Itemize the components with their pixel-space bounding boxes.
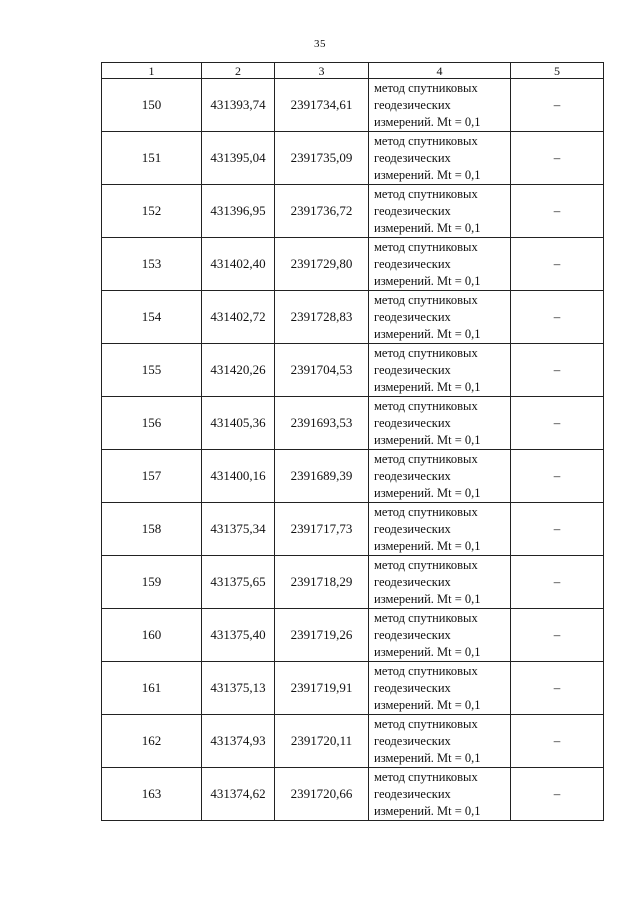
method-cell <box>369 397 511 450</box>
method-line: геодезических <box>374 150 451 165</box>
method-line: геодезических <box>374 203 451 218</box>
x-coordinate-cell: 431375,40 <box>202 609 275 662</box>
point-number-cell: 161 <box>102 662 202 715</box>
table-row <box>102 397 604 450</box>
y-coordinate-cell: 2391689,39 <box>275 450 369 503</box>
method-line: измерений. Mt = 0,1 <box>374 273 481 288</box>
method-line: измерений. Mt = 0,1 <box>374 750 481 765</box>
note-dash: – <box>553 786 561 801</box>
method-cell <box>369 132 511 185</box>
y-coordinate-cell: 2391719,91 <box>275 662 369 715</box>
method-line: метод спутниковых <box>374 292 478 307</box>
method-line: геодезических <box>374 733 451 748</box>
x-coordinate-cell: 431374,62 <box>202 768 275 821</box>
note-dash: – <box>553 256 561 271</box>
method-line: геодезических <box>374 415 451 430</box>
method-line: геодезических <box>374 680 451 695</box>
x-coordinate-cell: 431374,93 <box>202 715 275 768</box>
note-cell <box>511 238 604 291</box>
note-cell <box>511 609 604 662</box>
point-number-cell: 158 <box>102 503 202 556</box>
point-number-cell: 154 <box>102 291 202 344</box>
method-line: геодезических <box>374 256 451 271</box>
method-cell <box>369 291 511 344</box>
note-cell <box>511 185 604 238</box>
method-line: метод спутниковых <box>374 663 478 678</box>
x-coordinate-cell: 431393,74 <box>202 79 275 132</box>
method-cell <box>369 609 511 662</box>
table-header <box>102 63 604 79</box>
header-row <box>102 63 604 79</box>
method-cell <box>369 662 511 715</box>
point-number-cell: 151 <box>102 132 202 185</box>
method-line: метод спутниковых <box>374 769 478 784</box>
table-row <box>102 556 604 609</box>
method-line: метод спутниковых <box>374 398 478 413</box>
note-dash: – <box>553 733 561 748</box>
note-cell <box>511 450 604 503</box>
method-line: измерений. Mt = 0,1 <box>374 326 481 341</box>
method-cell <box>369 715 511 768</box>
method-line: метод спутниковых <box>374 557 478 572</box>
method-line: метод спутниковых <box>374 504 478 519</box>
method-line: измерений. Mt = 0,1 <box>374 114 481 129</box>
table-row <box>102 185 604 238</box>
method-cell <box>369 503 511 556</box>
header-col-4: 4 <box>369 63 511 79</box>
note-dash: – <box>553 415 561 430</box>
table-row <box>102 715 604 768</box>
y-coordinate-cell: 2391736,72 <box>275 185 369 238</box>
x-coordinate-cell: 431420,26 <box>202 344 275 397</box>
header-col-2: 2 <box>202 63 275 79</box>
note-cell <box>511 397 604 450</box>
method-line: измерений. Mt = 0,1 <box>374 220 481 235</box>
table-row <box>102 450 604 503</box>
note-cell <box>511 291 604 344</box>
note-dash: – <box>553 468 561 483</box>
point-number-cell: 160 <box>102 609 202 662</box>
y-coordinate-cell: 2391717,73 <box>275 503 369 556</box>
method-line: геодезических <box>374 97 451 112</box>
method-line: измерений. Mt = 0,1 <box>374 697 481 712</box>
x-coordinate-cell: 431375,34 <box>202 503 275 556</box>
method-cell <box>369 185 511 238</box>
method-line: метод спутниковых <box>374 716 478 731</box>
method-line: геодезических <box>374 627 451 642</box>
note-dash: – <box>553 309 561 324</box>
method-line: метод спутниковых <box>374 345 478 360</box>
method-line: метод спутниковых <box>374 186 478 201</box>
method-cell <box>369 450 511 503</box>
x-coordinate-cell: 431405,36 <box>202 397 275 450</box>
y-coordinate-cell: 2391735,09 <box>275 132 369 185</box>
method-line: измерений. Mt = 0,1 <box>374 803 481 818</box>
y-coordinate-cell: 2391693,53 <box>275 397 369 450</box>
x-coordinate-cell: 431395,04 <box>202 132 275 185</box>
point-number-cell: 152 <box>102 185 202 238</box>
y-coordinate-cell: 2391704,53 <box>275 344 369 397</box>
table-row <box>102 609 604 662</box>
y-coordinate-cell: 2391719,26 <box>275 609 369 662</box>
table-row <box>102 132 604 185</box>
header-col-3: 3 <box>275 63 369 79</box>
method-line: измерений. Mt = 0,1 <box>374 167 481 182</box>
y-coordinate-cell: 2391720,11 <box>275 715 369 768</box>
method-cell <box>369 344 511 397</box>
x-coordinate-cell: 431375,65 <box>202 556 275 609</box>
note-dash: – <box>553 362 561 377</box>
point-number-cell: 155 <box>102 344 202 397</box>
point-number-cell: 162 <box>102 715 202 768</box>
x-coordinate-cell: 431400,16 <box>202 450 275 503</box>
note-dash: – <box>553 203 561 218</box>
method-line: измерений. Mt = 0,1 <box>374 379 481 394</box>
note-cell <box>511 79 604 132</box>
point-number-cell: 159 <box>102 556 202 609</box>
method-line: геодезических <box>374 362 451 377</box>
note-cell <box>511 556 604 609</box>
note-dash: – <box>553 574 561 589</box>
note-cell <box>511 715 604 768</box>
method-line: метод спутниковых <box>374 451 478 466</box>
note-cell <box>511 132 604 185</box>
x-coordinate-cell: 431396,95 <box>202 185 275 238</box>
note-cell <box>511 344 604 397</box>
method-line: метод спутниковых <box>374 133 478 148</box>
method-line: метод спутниковых <box>374 610 478 625</box>
note-dash: – <box>553 97 561 112</box>
note-cell <box>511 503 604 556</box>
table-row <box>102 768 604 821</box>
method-line: геодезических <box>374 468 451 483</box>
point-number-cell: 156 <box>102 397 202 450</box>
method-cell <box>369 556 511 609</box>
point-number-cell: 153 <box>102 238 202 291</box>
x-coordinate-cell: 431375,13 <box>202 662 275 715</box>
table-row <box>102 291 604 344</box>
note-dash: – <box>553 627 561 642</box>
point-number-cell: 157 <box>102 450 202 503</box>
method-line: геодезических <box>374 521 451 536</box>
table-row <box>102 662 604 715</box>
method-line: метод спутниковых <box>374 239 478 254</box>
method-line: геодезических <box>374 309 451 324</box>
coordinates-table <box>101 62 604 821</box>
note-dash: – <box>553 680 561 695</box>
method-cell <box>369 79 511 132</box>
method-line: геодезических <box>374 786 451 801</box>
y-coordinate-cell: 2391728,83 <box>275 291 369 344</box>
header-col-5: 5 <box>511 63 604 79</box>
note-cell <box>511 662 604 715</box>
header-col-1: 1 <box>102 63 202 79</box>
table-body <box>102 79 604 821</box>
y-coordinate-cell: 2391729,80 <box>275 238 369 291</box>
table-row <box>102 344 604 397</box>
point-number-cell: 163 <box>102 768 202 821</box>
page-number: 35 <box>314 38 326 50</box>
x-coordinate-cell: 431402,40 <box>202 238 275 291</box>
method-cell <box>369 768 511 821</box>
method-line: измерений. Mt = 0,1 <box>374 432 481 447</box>
method-line: измерений. Mt = 0,1 <box>374 644 481 659</box>
method-line: измерений. Mt = 0,1 <box>374 591 481 606</box>
point-number-cell: 150 <box>102 79 202 132</box>
note-dash: – <box>553 150 561 165</box>
note-cell <box>511 768 604 821</box>
x-coordinate-cell: 431402,72 <box>202 291 275 344</box>
method-line: измерений. Mt = 0,1 <box>374 538 481 553</box>
y-coordinate-cell: 2391718,29 <box>275 556 369 609</box>
note-dash: – <box>553 521 561 536</box>
method-line: измерений. Mt = 0,1 <box>374 485 481 500</box>
method-line: метод спутниковых <box>374 80 478 95</box>
table-row <box>102 238 604 291</box>
table-row <box>102 503 604 556</box>
y-coordinate-cell: 2391720,66 <box>275 768 369 821</box>
method-line: геодезических <box>374 574 451 589</box>
y-coordinate-cell: 2391734,61 <box>275 79 369 132</box>
method-cell <box>369 238 511 291</box>
table-row <box>102 79 604 132</box>
